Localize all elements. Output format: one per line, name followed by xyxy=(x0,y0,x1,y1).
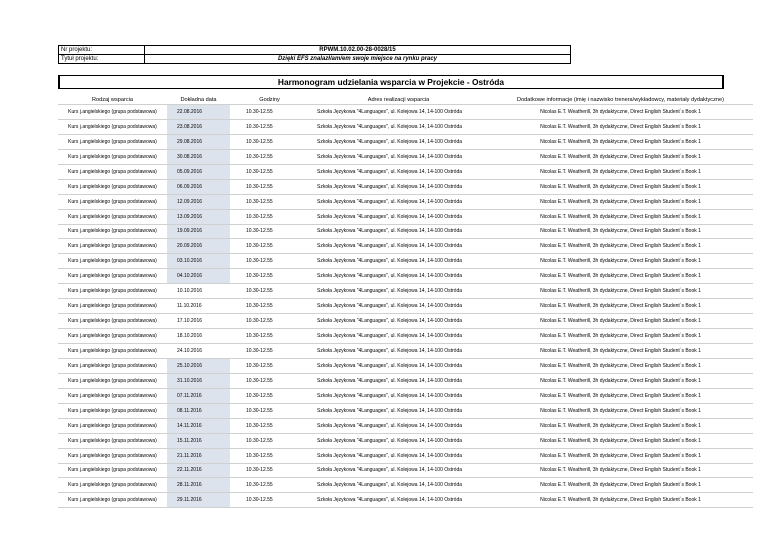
table-row xyxy=(58,224,753,239)
address-cell: Szkoła Językowa "4Languages", ul. Kolejowa 14, 14-100 Ostróda xyxy=(309,149,488,164)
support-type-cell: Kurs j.angielskiego (grupa podstawowa) xyxy=(58,448,167,463)
info-cell: Nicolas E.T. Weatherill, 3h dydaktyczne, Direct English Student`s Book 1 xyxy=(488,478,753,493)
table-row xyxy=(58,164,753,179)
date-cell: 28.11.2016 xyxy=(167,478,230,493)
address-cell: Szkoła Językowa "4Languages", ul. Kolejowa 14, 14-100 Ostróda xyxy=(309,433,488,448)
hours-cell: 10.30-12.55 xyxy=(230,478,309,493)
project-title-value: Dzięki EFS znalazł/am/em swoje miejsce na rynku pracy xyxy=(145,55,571,64)
hours-cell: 10.30-12.55 xyxy=(230,403,309,418)
hours-cell: 10.30-12.55 xyxy=(230,344,309,359)
date-cell: 07.11.2016 xyxy=(167,388,230,403)
table-row xyxy=(58,418,753,433)
address-cell: Szkoła Językowa "4Languages", ul. Kolejowa 14, 14-100 Ostróda xyxy=(309,358,488,373)
address-cell: Szkoła Językowa "4Languages", ul. Kolejowa 14, 14-100 Ostróda xyxy=(309,314,488,329)
column-header-type: Rodzaj wsparcia xyxy=(91,97,134,103)
info-cell: Nicolas E.T. Weatherill, 3h dydaktyczne, Direct English Student`s Book 1 xyxy=(488,418,753,433)
address-cell: Szkoła Językowa "4Languages", ul. Kolejowa 14, 14-100 Ostróda xyxy=(309,269,488,284)
support-type-cell: Kurs j.angielskiego (grupa podstawowa) xyxy=(58,105,167,120)
address-cell: Szkoła Językowa "4Languages", ul. Kolejowa 14, 14-100 Ostróda xyxy=(309,448,488,463)
table-row xyxy=(58,119,753,134)
support-type-cell: Kurs j.angielskiego (grupa podstawowa) xyxy=(58,299,167,314)
support-type-cell: Kurs j.angielskiego (grupa podstawowa) xyxy=(58,194,167,209)
table-row xyxy=(58,314,753,329)
address-cell: Szkoła Językowa "4Languages", ul. Kolejowa 14, 14-100 Ostróda xyxy=(309,493,488,508)
info-cell: Nicolas E.T. Weatherill, 3h dydaktyczne, Direct English Student`s Book 1 xyxy=(488,329,753,344)
info-cell: Nicolas E.T. Weatherill, 3h dydaktyczne, Direct English Student`s Book 1 xyxy=(488,344,753,359)
info-cell: Nicolas E.T. Weatherill, 3h dydaktyczne, Direct English Student`s Book 1 xyxy=(488,373,753,388)
hours-cell: 10.30-12.55 xyxy=(230,329,309,344)
support-type-cell: Kurs j.angielskiego (grupa podstawowa) xyxy=(58,433,167,448)
support-type-cell: Kurs j.angielskiego (grupa podstawowa) xyxy=(58,119,167,134)
date-cell: 13.09.2016 xyxy=(167,209,230,224)
project-title-row xyxy=(59,55,571,64)
date-cell: 24.10.2016 xyxy=(167,344,230,359)
hours-cell: 10.30-12.55 xyxy=(230,119,309,134)
hours-cell: 10.30-12.55 xyxy=(230,105,309,120)
hours-cell: 10.30-12.55 xyxy=(230,269,309,284)
support-type-cell: Kurs j.angielskiego (grupa podstawowa) xyxy=(58,418,167,433)
info-cell: Nicolas E.T. Weatherill, 3h dydaktyczne, Direct English Student`s Book 1 xyxy=(488,134,753,149)
table-row xyxy=(58,194,753,209)
hours-cell: 10.30-12.55 xyxy=(230,284,309,299)
support-type-cell: Kurs j.angielskiego (grupa podstawowa) xyxy=(58,254,167,269)
support-type-cell: Kurs j.angielskiego (grupa podstawowa) xyxy=(58,358,167,373)
info-cell: Nicolas E.T. Weatherill, 3h dydaktyczne, Direct English Student`s Book 1 xyxy=(488,179,753,194)
hours-cell: 10.30-12.55 xyxy=(230,314,309,329)
info-cell: Nicolas E.T. Weatherill, 3h dydaktyczne, Direct English Student`s Book 1 xyxy=(488,448,753,463)
table-row xyxy=(58,493,753,508)
address-cell: Szkoła Językowa "4Languages", ul. Kolejowa 14, 14-100 Ostróda xyxy=(309,239,488,254)
hours-cell: 10.30-12.55 xyxy=(230,299,309,314)
date-cell: 06.09.2016 xyxy=(167,179,230,194)
date-cell: 22.08.2016 xyxy=(167,105,230,120)
table-row xyxy=(58,209,753,224)
address-cell: Szkoła Językowa "4Languages", ul. Kolejowa 14, 14-100 Ostróda xyxy=(309,105,488,120)
date-cell: 20.09.2016 xyxy=(167,239,230,254)
info-cell: Nicolas E.T. Weatherill, 3h dydaktyczne, Direct English Student`s Book 1 xyxy=(488,105,753,120)
hours-cell: 10.30-12.55 xyxy=(230,358,309,373)
info-cell: Nicolas E.T. Weatherill, 3h dydaktyczne, Direct English Student`s Book 1 xyxy=(488,254,753,269)
address-cell: Szkoła Językowa "4Languages", ul. Kolejowa 14, 14-100 Ostróda xyxy=(309,254,488,269)
date-cell: 17.10.2016 xyxy=(167,314,230,329)
date-cell: 31.10.2016 xyxy=(167,373,230,388)
hours-cell: 10.30-12.55 xyxy=(230,194,309,209)
table-row xyxy=(58,344,753,359)
support-type-cell: Kurs j.angielskiego (grupa podstawowa) xyxy=(58,314,167,329)
support-type-cell: Kurs j.angielskiego (grupa podstawowa) xyxy=(58,463,167,478)
info-cell: Nicolas E.T. Weatherill, 3h dydaktyczne, Direct English Student`s Book 1 xyxy=(488,403,753,418)
date-cell: 12.09.2016 xyxy=(167,194,230,209)
info-cell: Nicolas E.T. Weatherill, 3h dydaktyczne, Direct English Student`s Book 1 xyxy=(488,209,753,224)
hours-cell: 10.30-12.55 xyxy=(230,418,309,433)
date-cell: 23.08.2016 xyxy=(167,119,230,134)
support-type-cell: Kurs j.angielskiego (grupa podstawowa) xyxy=(58,239,167,254)
address-cell: Szkoła Językowa "4Languages", ul. Kolejowa 14, 14-100 Ostróda xyxy=(309,134,488,149)
column-header-date: Dokładna data xyxy=(180,97,217,103)
hours-cell: 10.30-12.55 xyxy=(230,433,309,448)
support-type-cell: Kurs j.angielskiego (grupa podstawowa) xyxy=(58,224,167,239)
hours-cell: 10.30-12.55 xyxy=(230,254,309,269)
date-cell: 19.09.2016 xyxy=(167,224,230,239)
info-cell: Nicolas E.T. Weatherill, 3h dydaktyczne, Direct English Student`s Book 1 xyxy=(488,299,753,314)
date-cell: 29.08.2016 xyxy=(167,134,230,149)
address-cell: Szkoła Językowa "4Languages", ul. Kolejowa 14, 14-100 Ostróda xyxy=(309,329,488,344)
table-row xyxy=(58,358,753,373)
address-cell: Szkoła Językowa "4Languages", ul. Kolejowa 14, 14-100 Ostróda xyxy=(309,179,488,194)
hours-cell: 10.30-12.55 xyxy=(230,209,309,224)
date-cell: 18.10.2016 xyxy=(167,329,230,344)
schedule-header-row xyxy=(58,89,753,105)
info-cell: Nicolas E.T. Weatherill, 3h dydaktyczne, Direct English Student`s Book 1 xyxy=(488,284,753,299)
hours-cell: 10.30-12.55 xyxy=(230,463,309,478)
schedule-table xyxy=(58,89,753,508)
address-cell: Szkoła Językowa "4Languages", ul. Kolejowa 14, 14-100 Ostróda xyxy=(309,209,488,224)
table-row xyxy=(58,329,753,344)
table-row xyxy=(58,448,753,463)
support-type-cell: Kurs j.angielskiego (grupa podstawowa) xyxy=(58,329,167,344)
project-info-table xyxy=(58,45,571,64)
hours-cell: 10.30-12.55 xyxy=(230,149,309,164)
project-number-label: Nr projektu: xyxy=(59,46,145,55)
table-row xyxy=(58,134,753,149)
date-cell: 29.11.2016 xyxy=(167,493,230,508)
info-cell: Nicolas E.T. Weatherill, 3h dydaktyczne, Direct English Student`s Book 1 xyxy=(488,314,753,329)
schedule-body xyxy=(58,105,753,508)
info-cell: Nicolas E.T. Weatherill, 3h dydaktyczne, Direct English Student`s Book 1 xyxy=(488,239,753,254)
address-cell: Szkoła Językowa "4Languages", ul. Kolejowa 14, 14-100 Ostróda xyxy=(309,463,488,478)
address-cell: Szkoła Językowa "4Languages", ul. Kolejowa 14, 14-100 Ostróda xyxy=(309,284,488,299)
project-number-value: RPWM.10.02.00-28-0028/15 xyxy=(145,46,571,55)
support-type-cell: Kurs j.angielskiego (grupa podstawowa) xyxy=(58,134,167,149)
table-row xyxy=(58,149,753,164)
support-type-cell: Kurs j.angielskiego (grupa podstawowa) xyxy=(58,284,167,299)
address-cell: Szkoła Językowa "4Languages", ul. Kolejowa 14, 14-100 Ostróda xyxy=(309,119,488,134)
support-type-cell: Kurs j.angielskiego (grupa podstawowa) xyxy=(58,209,167,224)
support-type-cell: Kurs j.angielskiego (grupa podstawowa) xyxy=(58,388,167,403)
address-cell: Szkoła Językowa "4Languages", ul. Kolejowa 14, 14-100 Ostróda xyxy=(309,344,488,359)
support-type-cell: Kurs j.angielskiego (grupa podstawowa) xyxy=(58,344,167,359)
support-type-cell: Kurs j.angielskiego (grupa podstawowa) xyxy=(58,164,167,179)
table-row xyxy=(58,239,753,254)
address-cell: Szkoła Językowa "4Languages", ul. Kolejowa 14, 14-100 Ostróda xyxy=(309,373,488,388)
info-cell: Nicolas E.T. Weatherill, 3h dydaktyczne, Direct English Student`s Book 1 xyxy=(488,194,753,209)
date-cell: 08.11.2016 xyxy=(167,403,230,418)
table-row xyxy=(58,254,753,269)
address-cell: Szkoła Językowa "4Languages", ul. Kolejowa 14, 14-100 Ostróda xyxy=(309,224,488,239)
info-cell: Nicolas E.T. Weatherill, 3h dydaktyczne, Direct English Student`s Book 1 xyxy=(488,119,753,134)
info-cell: Nicolas E.T. Weatherill, 3h dydaktyczne, Direct English Student`s Book 1 xyxy=(488,358,753,373)
date-cell: 22.11.2016 xyxy=(167,463,230,478)
date-cell: 15.11.2016 xyxy=(167,433,230,448)
support-type-cell: Kurs j.angielskiego (grupa podstawowa) xyxy=(58,269,167,284)
hours-cell: 10.30-12.55 xyxy=(230,179,309,194)
support-type-cell: Kurs j.angielskiego (grupa podstawowa) xyxy=(58,373,167,388)
info-cell: Nicolas E.T. Weatherill, 3h dydaktyczne, Direct English Student`s Book 1 xyxy=(488,164,753,179)
table-row xyxy=(58,299,753,314)
address-cell: Szkoła Językowa "4Languages", ul. Kolejowa 14, 14-100 Ostróda xyxy=(309,388,488,403)
support-type-cell: Kurs j.angielskiego (grupa podstawowa) xyxy=(58,149,167,164)
hours-cell: 10.30-12.55 xyxy=(230,164,309,179)
date-cell: 14.11.2016 xyxy=(167,418,230,433)
table-row xyxy=(58,388,753,403)
column-header-address: Adres realizacji wsparcia xyxy=(367,97,430,103)
info-cell: Nicolas E.T. Weatherill, 3h dydaktyczne, Direct English Student`s Book 1 xyxy=(488,433,753,448)
hours-cell: 10.30-12.55 xyxy=(230,388,309,403)
info-cell: Nicolas E.T. Weatherill, 3h dydaktyczne, Direct English Student`s Book 1 xyxy=(488,149,753,164)
address-cell: Szkoła Językowa "4Languages", ul. Kolejowa 14, 14-100 Ostróda xyxy=(309,418,488,433)
project-number-row xyxy=(59,46,571,55)
table-row xyxy=(58,284,753,299)
address-cell: Szkoła Językowa "4Languages", ul. Kolejowa 14, 14-100 Ostróda xyxy=(309,299,488,314)
column-header-hours: Godziny xyxy=(259,97,280,103)
support-type-cell: Kurs j.angielskiego (grupa podstawowa) xyxy=(58,179,167,194)
column-header-info: Dodatkowe informacje (imię i nazwisko trenera/wykładowcy, materiały dydaktyczne) xyxy=(517,97,724,103)
support-type-cell: Kurs j.angielskiego (grupa podstawowa) xyxy=(58,478,167,493)
table-row xyxy=(58,179,753,194)
date-cell: 10.10.2016 xyxy=(167,284,230,299)
date-cell: 03.10.2016 xyxy=(167,254,230,269)
hours-cell: 10.30-12.55 xyxy=(230,239,309,254)
address-cell: Szkoła Językowa "4Languages", ul. Kolejowa 14, 14-100 Ostróda xyxy=(309,164,488,179)
date-cell: 04.10.2016 xyxy=(167,269,230,284)
address-cell: Szkoła Językowa "4Languages", ul. Kolejowa 14, 14-100 Ostróda xyxy=(309,194,488,209)
hours-cell: 10.30-12.55 xyxy=(230,373,309,388)
table-row xyxy=(58,463,753,478)
table-row xyxy=(58,269,753,284)
schedule-title: Harmonogram udzielania wsparcia w Projekcie - Ostróda xyxy=(58,75,724,89)
info-cell: Nicolas E.T. Weatherill, 3h dydaktyczne, Direct English Student`s Book 1 xyxy=(488,493,753,508)
info-cell: Nicolas E.T. Weatherill, 3h dydaktyczne, Direct English Student`s Book 1 xyxy=(488,269,753,284)
date-cell: 21.11.2016 xyxy=(167,448,230,463)
hours-cell: 10.30-12.55 xyxy=(230,493,309,508)
date-cell: 25.10.2016 xyxy=(167,358,230,373)
date-cell: 11.10.2016 xyxy=(167,299,230,314)
date-cell: 30.08.2016 xyxy=(167,149,230,164)
hours-cell: 10.30-12.55 xyxy=(230,134,309,149)
support-type-cell: Kurs j.angielskiego (grupa podstawowa) xyxy=(58,403,167,418)
address-cell: Szkoła Językowa "4Languages", ul. Kolejowa 14, 14-100 Ostróda xyxy=(309,478,488,493)
hours-cell: 10.30-12.55 xyxy=(230,224,309,239)
table-row xyxy=(58,403,753,418)
info-cell: Nicolas E.T. Weatherill, 3h dydaktyczne, Direct English Student`s Book 1 xyxy=(488,388,753,403)
hours-cell: 10.30-12.55 xyxy=(230,448,309,463)
info-cell: Nicolas E.T. Weatherill, 3h dydaktyczne, Direct English Student`s Book 1 xyxy=(488,224,753,239)
table-row xyxy=(58,373,753,388)
support-type-cell: Kurs j.angielskiego (grupa podstawowa) xyxy=(58,493,167,508)
date-cell: 05.09.2016 xyxy=(167,164,230,179)
table-row xyxy=(58,433,753,448)
table-row xyxy=(58,105,753,120)
info-cell: Nicolas E.T. Weatherill, 3h dydaktyczne, Direct English Student`s Book 1 xyxy=(488,463,753,478)
table-row xyxy=(58,478,753,493)
address-cell: Szkoła Językowa "4Languages", ul. Kolejowa 14, 14-100 Ostróda xyxy=(309,403,488,418)
project-title-label: Tytuł projektu: xyxy=(59,55,145,64)
